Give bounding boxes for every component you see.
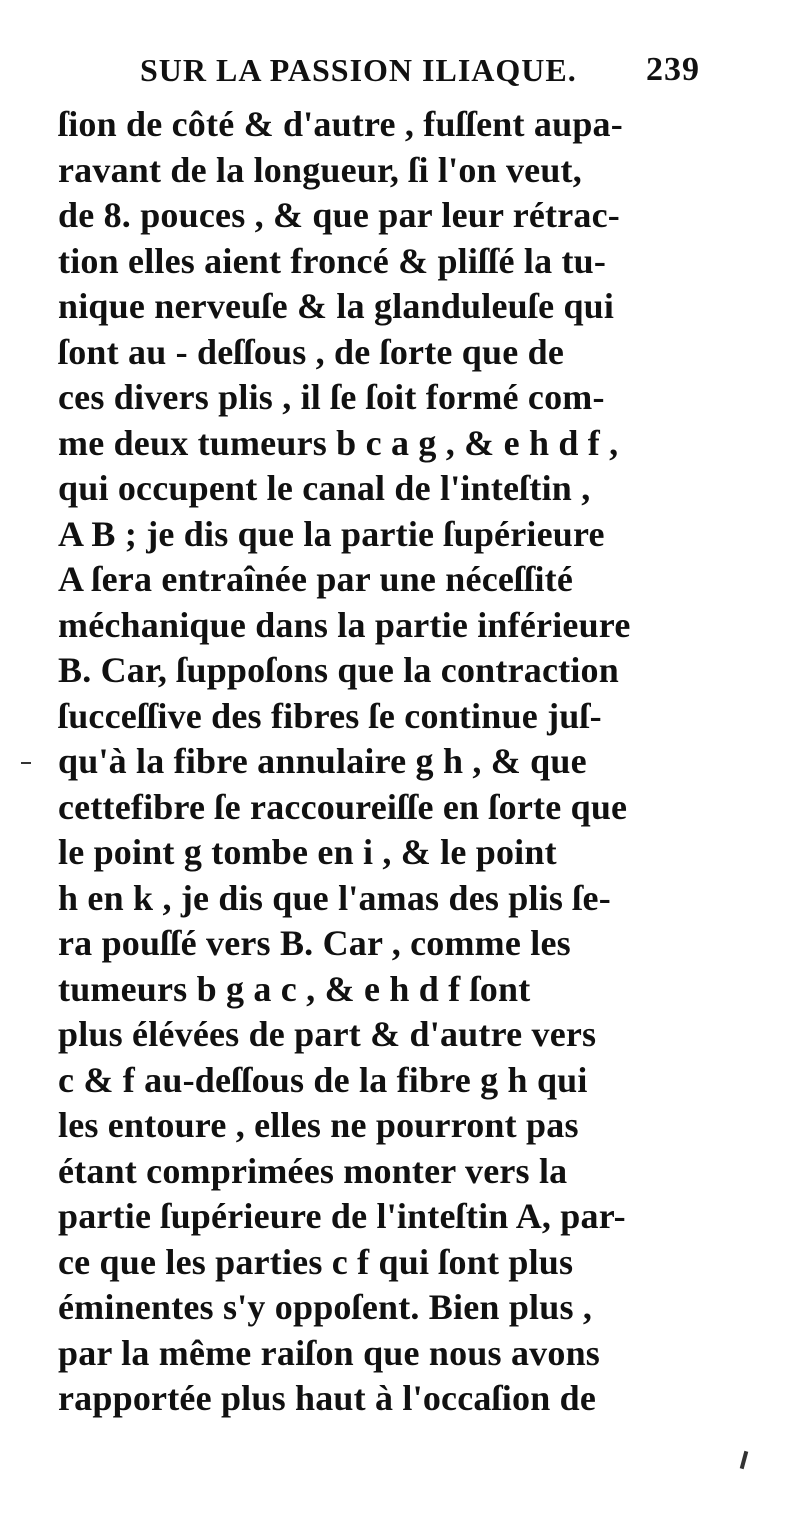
page-number: 239 [646,51,700,88]
text-line: éminentes s'y oppoſent. Bien plus , [58,1287,593,1327]
text-line: me deux tumeurs b c a g , & e h d f , [58,422,619,463]
text-line: nique nerveuſe & la glanduleuſe qui [58,286,615,326]
text-line: B. Car, ſuppoſons que la contraction [58,650,619,690]
text-line: qu'à la fibre annulaire g h , & que [58,741,587,781]
text-line: ſion de côté & d'autre , fuſſent aupa- [58,104,623,144]
text-line: par la même raiſon que nous avons [58,1332,600,1373]
text-line: les entoure , elles ne pourront pas [58,1105,579,1145]
text-line: tion elles aient froncé & pliſſé la tu- [58,240,607,281]
text-line: ce que les parties c f qui ſont plus [58,1241,574,1282]
text-line: plus élévées de part & d'autre vers [58,1014,597,1054]
text-line: c & f au-deſſous de la fibre g h qui [58,1059,588,1100]
margin-mark [740,1451,749,1469]
text-line: de 8. pouces , & que par leur rétrac- [58,195,620,235]
text-line: ſont au - deſſous , de ſorte que de [58,331,565,372]
text-line: rapportée plus haut à l'occaſion de [58,1378,597,1418]
text-line: A ſera entraînée par une néceſſité [58,559,574,599]
margin-mark [21,762,31,764]
text-line: ces divers plis , il ſe ſoit formé com- [58,377,605,417]
body-text [58,102,723,1422]
text-line: le point g tombe en i , & le point [58,832,557,872]
text-line: h en k , je dis que l'amas des plis ſe- [58,877,611,918]
text-line: tumeurs b g a c , & e h d f ſont [58,968,531,1009]
running-head [140,42,700,98]
running-title: SUR LA PASSION ILIAQUE. [140,51,577,88]
text-line: partie ſupérieure de l'inteſtin A, par- [58,1196,626,1236]
text-line: ravant de la longueur, ſi l'on veut, [58,149,582,190]
text-line: étant comprimées monter vers la [58,1150,568,1191]
text-line: cettefibre ſe raccoureiſſe en ſorte que [58,786,628,827]
text-line: méchanique dans la partie inférieure [58,604,631,645]
text-line: ra pouſſé vers B. Car , comme les [58,923,571,963]
text-line: qui occupent le canal de l'inteſtin , [58,468,591,508]
text-line: ſucceſſive des fibres ſe continue juſ- [58,695,602,736]
text-line: A B ; je dis que la partie ſupérieure [58,513,605,554]
